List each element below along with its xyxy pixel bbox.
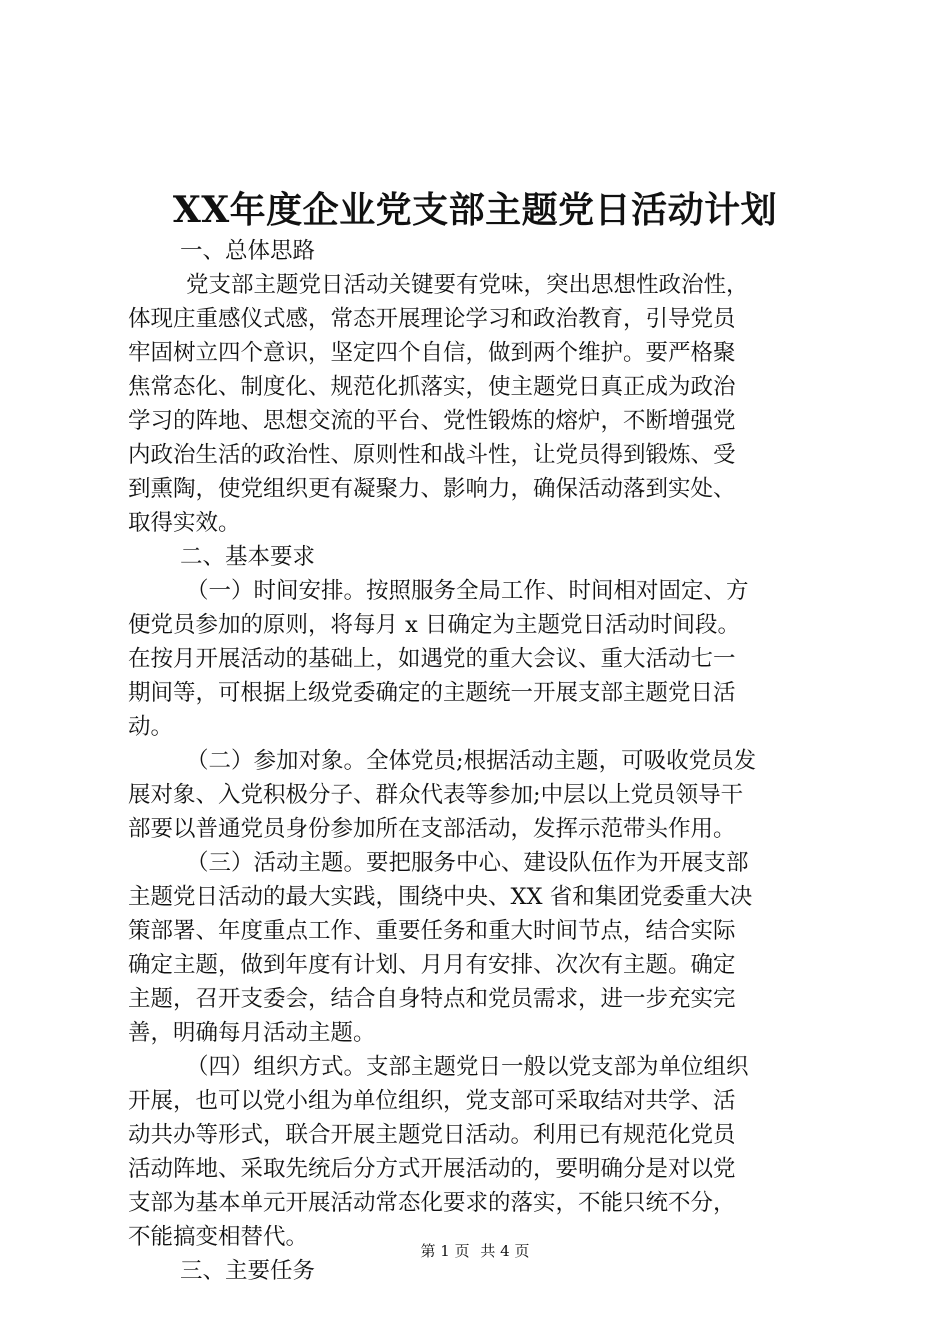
paragraph-line: （二）参加对象。全体党员;根据活动主题，可吸收党员发 [186, 748, 757, 774]
document-body [128, 234, 828, 1288]
paragraph-line: 动共办等形式，联合开展主题党日活动。利用已有规范化党员 [128, 1122, 736, 1148]
section-heading: 一、总体思路 [180, 238, 316, 264]
paragraph-line: 内政治生活的政治性、原则性和战斗性，让党员得到锻炼、受 [128, 442, 736, 468]
paragraph-line: （一）时间安排。按照服务全局工作、时间相对固定、方 [186, 578, 749, 604]
paragraph-line: 便党员参加的原则，将每月 x 日确定为主题党日活动时间段。 [128, 612, 740, 638]
paragraph-line: 焦常态化、制度化、规范化抓落实，使主题党日真正成为政治 [128, 374, 736, 400]
page-total: 共 4 页 [480, 1242, 530, 1260]
paragraph-line: 支部为基本单元开展活动常态化要求的落实，不能只统不分， [128, 1190, 736, 1216]
paragraph-line: 体现庄重感仪式感，常态开展理论学习和政治教育，引导党员 [128, 306, 736, 332]
paragraph-line: 主题，召开支委会，结合自身特点和党员需求，进一步充实完 [128, 986, 736, 1012]
paragraph-line: 到熏陶，使党组织更有凝聚力、影响力，确保活动落到实处、 [128, 476, 736, 502]
paragraph-line: 部要以普通党员身份参加所在支部活动，发挥示范带头作用。 [128, 816, 736, 842]
paragraph-line: 展对象、入党积极分子、群众代表等参加;中层以上党员领导干 [128, 782, 744, 808]
section-heading: 二、基本要求 [180, 544, 316, 570]
paragraph-line: 开展，也可以党小组为单位组织，党支部可采取结对共学、活 [128, 1088, 736, 1114]
paragraph-line: 期间等，可根据上级党委确定的主题统一开展支部主题党日活 [128, 680, 736, 706]
paragraph-line: 动。 [128, 714, 174, 740]
paragraph-line: 策部署、年度重点工作、重要任务和重大时间节点，结合实际 [128, 918, 736, 944]
paragraph-line: 学习的阵地、思想交流的平台、党性锻炼的熔炉，不断增强党 [128, 408, 736, 434]
paragraph-line: 活动阵地、采取先统后分方式开展活动的，要明确分是对以党 [128, 1156, 736, 1182]
paragraph-line: 党支部主题党日活动关键要有党味，突出思想性政治性， [186, 272, 749, 298]
section-heading: 三、主要任务 [180, 1258, 316, 1284]
paragraph-line: 善，明确每月活动主题。 [128, 1020, 376, 1046]
paragraph-line: 不能搞变相替代。 [128, 1224, 309, 1250]
document-title: XX年度企业党支部主题党日活动计划 [172, 189, 778, 231]
page-footer [0, 1240, 950, 1262]
paragraph-line: （三）活动主题。要把服务中心、建设队伍作为开展支部 [186, 850, 749, 876]
paragraph-line: 在按月开展活动的基础上，如遇党的重大会议、重大活动七一 [128, 646, 736, 672]
paragraph-line: 确定主题，做到年度有计划、月月有安排、次次有主题。确定 [128, 952, 736, 978]
paragraph-line: 牢固树立四个意识，坚定四个自信，做到两个维护。要严格聚 [128, 340, 736, 366]
paragraph-line: 取得实效。 [128, 510, 241, 536]
page-number: 第 1 页 [420, 1242, 470, 1260]
paragraph-line: （四）组织方式。支部主题党日一般以党支部为单位组织 [186, 1054, 749, 1080]
paragraph-line: 主题党日活动的最大实践，围绕中央、XX 省和集团党委重大决 [128, 884, 753, 910]
